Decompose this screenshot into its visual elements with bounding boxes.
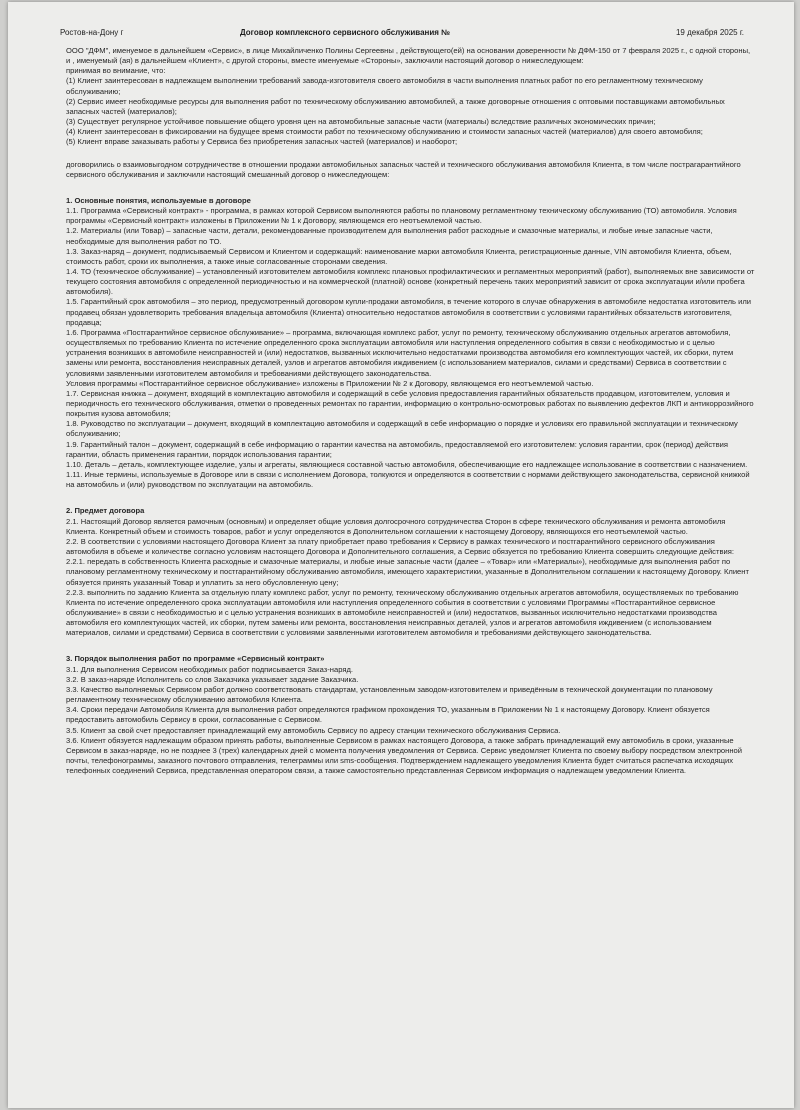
document-date: 19 декабря 2025 г.: [675, 28, 744, 37]
clause: 1.3. Заказ-наряд – документ, подписываемый Сервисом и Клиентом и содержащий: наименование марки автомобиля Клиента, регистрационные данные, VIN автомобиля Клиента, объем, стоимость работ, сроки их выполнения, а также иные согласованные сторонами сведения.: [66, 246, 732, 266]
clause: 3.2. В заказ-наряде Исполнитель со слов Заказчика указывает задание Заказчика.: [66, 674, 359, 684]
clause: 1.8. Руководство по эксплуатации – документ, входящий в комплектацию автомобиля и содержащий в себе информацию о порядке и условиях его правильной эксплуатации и техническому обслуживанию;: [66, 419, 738, 439]
clause: 1.6. Программа «Постгарантийное сервисное обслуживание» – программа, включающая комплекс работ, услуг по ремонту, техническому обслуживанию отдельных агрегатов автомобиля, осуществляемых по требованию Клиента по истечение определенного срока эксплуатации автомобиля или наступления определенного события в связи с необходимостью и с целью устранения возникших в автомобиле неисправностей и (или) недостатков, вызванных исключительно недостатками производства автомобиля его комплектующих частей, их сборки, путем замены или ремонта, восстановления неисправных деталей, узлов и агрегатов автомобиля иждивением (с использованием материалов, силами и средствами) Сервиса в соответствии с условиями заявленными изготовителем автомобиля и требованиями действующего законодательства.: [66, 327, 734, 378]
document-header: [60, 28, 760, 42]
document-title: Договор комплексного сервисного обслуживания №: [240, 28, 451, 37]
recital: (2) Сервис имеет необходимые ресурсы для выполнения работ по техническому обслуживанию автомобилей, а также договорные отношения с оптовыми поставщиками автомобильных запасных частей (материалов);: [66, 96, 725, 116]
preamble: ООО "ДФМ", именуемое в дальнейшем «Сервис», в лице Михайличенко Полины Сергеевны , действующего(ей) на основании доверенности № ДФМ-150 от 7 февраля 2025 г., с одной стороны, и , именуемый (ая) в дальнейшем «Клиент», с другой стороны, вместе именуемые «Стороны», заключили настоящий договор о нижеследующем:: [66, 46, 751, 66]
recital: (5) Клиент вправе заказывать работы у Сервиса без приобретения запасных частей (материалов) и наоборот;: [66, 137, 458, 147]
city: Ростов-на-Дону г: [60, 28, 124, 37]
clause: 2.2.3. выполнить по заданию Клиента за отдельную плату комплекс работ, услуг по ремонту, техническому обслуживанию отдельных агрегатов автомобиля, осуществляемых по требованию Клиента по истечение определенного срока эксплуатации автомобиля или наступления определенного события в соответствии с условиями Программы «Постгарантийное сервисное обслуживание» в связи с необходимостью и с целью устранения возникших в автомобиле неисправностей и (или) недостатков, вызванных исключительно недостатками производства автомобиля его комплектующих частей, их сборки, путем замены или ремонта, восстановления неисправных деталей, узлов и агрегатов автомобиля иждивением (с использованием материалов, силами и средствами) Сервиса в соответствии с условиями заявленными изготовителем автомобиля и требованиями действующего законодательства.: [66, 587, 739, 638]
clause: 1.1. Программа «Сервисный контракт» - программа, в рамках которой Сервисом выполняются работы по плановому регламентному техническому обслуживанию (ТО) автомобиля. Условия программы «Сервисный контракт» изложены в Приложении № 1 к Договору, являющемся его неотъемлемой частью.: [66, 206, 737, 226]
clause: 2.2. В соответствии с условиями настоящего Договора Клиент за плату приобретает право требования к Сервису в рамках технического и постгарантийного сервисного обслуживания автомобиля в объеме и количестве согласно условиям настоящего Договора и Дополнительного соглашения, а Сервис обязуется по требованию Клиента совершить следующие действия:: [66, 536, 734, 557]
clause: 2.2.1. передать в собственность Клиента расходные и смазочные материалы, и любые иные запасные части (далее – «Товар» или «Материалы»), необходимые для выполнения работ по плановому регламентному техническому и постгарантийному обслуживанию автомобиля, имеющего характеристики, указанные в Дополнительном соглашении к настоящему Договору. Клиент обязуется принять указанный Товар и уплатить за него обусловленную цену;: [66, 557, 749, 587]
clause: 3.6. Клиент обязуется надлежащим образом принять работы, выполненные Сервисом в рамках настоящего Договора, а также забрать принадлежащий ему автомобиль в сроки, указанные Сервисом в заказ-наряде, но не позднее 3 (трех) календарных дней с момента получения уведомления от Сервиса. Сервис уведомляет Клиента по своему выбору посредством электронной почты, телефонограммы, заказного почтового отправления, телеграммы или sms-сообщения. Подтверждением надлежащего уведомления Клиента будет считаться распечатка исходящих телефонных соединений Сервиса, представленная оператором связи, а также самостоятельно представленная Сервисом информация о надлежащем уведомлении Клиента.: [66, 735, 743, 776]
clause: 1.10. Деталь – деталь, комплектующее изделие, узлы и агрегаты, являющиеся составной частью автомобиля, обеспечивающие его надлежащее использование в соответствии с назначением.: [66, 459, 748, 469]
clause: 1.9. Гарантийный талон – документ, содержащий в себе информацию о гарантии качества на автомобиль, предоставляемой его изготовителем: условия гарантии, срок (период) действия гарантии, область применения гарантии, порядок использования гарантии;: [66, 439, 729, 459]
recital: (3) Существует регулярное устойчивое повышение общего уровня цен на автомобильные запасные части (материалы) вследствие различных экономических причин;: [66, 117, 656, 127]
clause: 3.1. Для выполнения Сервисом необходимых работ подписывается Заказ-наряд.: [66, 664, 354, 674]
considering: принимая во внимание, что:: [66, 66, 166, 76]
clause: Условия программы «Постгарантийное сервисное обслуживание» изложены в Приложении № 2 к Договору, являющемся его неотъемлемой частью.: [66, 378, 594, 388]
agreement-clause: договорились о взаимовыгодном сотрудничестве в отношении продажи автомобильных запасных частей и технического обслуживания автомобиля Клиента, в том числе пострагарантийного сервисного обслуживания и заключили настоящий смешанный договор о нижеследующем:: [66, 159, 741, 179]
clause: 1.2. Материалы (или Товар) – запасные части, детали, рекомендованные производителем для выполнения работ расходные и смазочные материалы, и любые иные запасные части, необходимые для выполнения работ по ТО.: [66, 226, 713, 246]
document-body: [66, 46, 756, 776]
clause: 1.7. Сервисная книжка – документ, входящий в комплектацию автомобиля и содержащий в себе условия предоставления гарантийных обязательств продавцом, изготовителем, условия и периодичность его технического обслуживания, отметки о проведенных ремонтах по гарантии, информацию о контрольно-осмотровых работах по выявлению дефектов ЛКП и антикоррозийного покрытия кузова автомобиля;: [66, 388, 754, 419]
recital: (4) Клиент заинтересован в фиксировании на будущее время стоимости работ по техническому обслуживанию и стоимости запасных частей (материалов) для своего автомобиля;: [66, 127, 703, 137]
clause: 3.4. Сроки передачи Автомобиля Клиента для выполнения работ определяются графиком прохождения ТО, указанным в Приложении № 1 к настоящему Договору. Клиент обязуется предоставить автомобиль Сервису в сроки, согласованные с Сервисом.: [66, 705, 710, 725]
clause: 1.11. Иные термины, используемые в Договоре или в связи с исполнением Договора, толкуются и определяются в соответствии с нормами действующего законодательства, сервисной книжкой на автомобиль и (или) руководством по эксплуатации на автомобиль.: [66, 470, 750, 490]
clause: 1.5. Гарантийный срок автомобиля – это период, предусмотренный договором купли-продажи автомобиля, в течение которого в случае обнаружения в автомобиле недостатка изготовитель или продавец обязан удовлетворить требования владельца автомобиля (Клиента) относительно недостатков автомобиля в соответствии с условиями гарантийных обязательств изготовителя, продавца;: [66, 297, 752, 327]
section-3-title: 3. Порядок выполнения работ по программе «Сервисный контракт»: [66, 654, 325, 664]
clause: 3.5. Клиент за свой счет предоставляет принадлежащий ему автомобиль Сервису по адресу станции технического обслуживания Сервиса.: [66, 725, 561, 735]
section-2-title: 2. Предмет договора: [66, 506, 145, 516]
clause: 1.4. ТО (техническое обслуживание) – установленный изготовителем автомобиля комплекс плановых профилактических и регламентных мероприятий (работ), выполняемых вне зависимости от текущего состояния автомобиля с определенной периодичностью и на коммерческой (платной) основе (конкретный перечень таких мероприятий зависит от срока эксплуатации и/или пробега автомобиля).: [66, 266, 755, 297]
clause: 2.1. Настоящий Договор является рамочным (основным) и определяет общие условия долгосрочного сотрудничества Сторон в сфере технического обслуживания и ремонта автомобиля Клиента. Конкретный объем и стоимость товаров, работ и услуг определяются в Дополнительном соглашении к настоящему Договору, являющихся его неотъемлемой частью.: [66, 516, 726, 536]
document-page: [8, 2, 794, 1108]
recital: (1) Клиент заинтересован в надлежащем выполнении требований завода-изготовителя своего автомобиля в части выполнения платных работ по его регламентному техническому обслуживанию;: [66, 76, 703, 96]
section-1-title: 1. Основные понятия, используемые в договоре: [66, 195, 251, 205]
clause: 3.3. Качество выполняемых Сервисом работ должно соответствовать стандартам, установленным заводом-изготовителем и приведённым в технической документации по плановому регламентному техническому обслуживанию автомобиля Клиента.: [66, 684, 713, 705]
